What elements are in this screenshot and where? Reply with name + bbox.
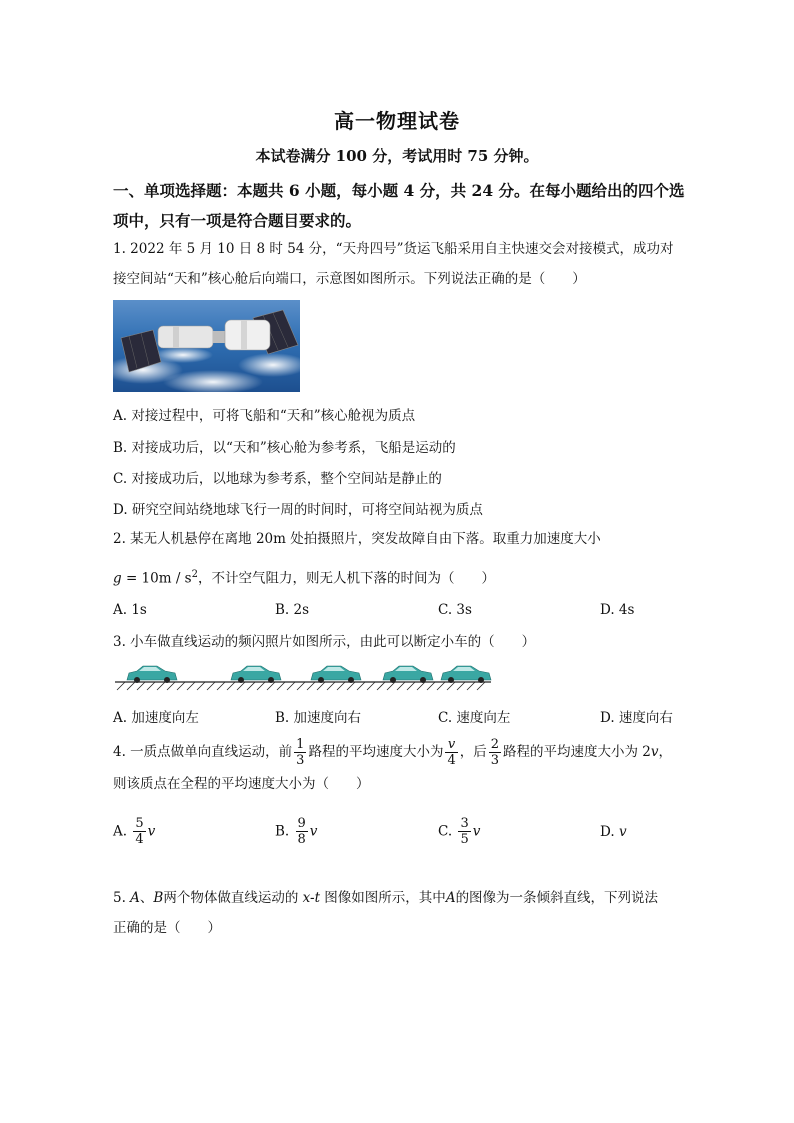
question-3 (113, 627, 693, 657)
velocity-symbol: v (618, 824, 627, 840)
question-5-line2: 正确的是（ ） (113, 920, 221, 936)
object-a-label: A (130, 890, 140, 906)
question-4-text-5: ， (658, 744, 673, 760)
car-strobe-figure (113, 660, 493, 692)
option-fraction (133, 816, 145, 847)
fraction-numerator: 5 (135, 816, 144, 831)
gravity-value: = 10m / s (121, 570, 192, 587)
question-3-option-a: A. 加速度向左 (113, 710, 199, 726)
question-3-line1: 3. 小车做直线运动的频闪照片如图所示，由此可以断定小车的（ ） (113, 634, 536, 650)
gravity-exponent: 2 (191, 569, 198, 580)
fraction-denominator: 8 (297, 832, 306, 847)
question-5-text-1: 5. (113, 890, 131, 906)
ground-hatching (117, 682, 485, 690)
question-1 (113, 234, 693, 294)
question-5-text-4: 图像如图所示，其中 (320, 890, 446, 906)
question-2 (113, 524, 693, 594)
fraction-numerator: v (445, 737, 457, 753)
option-fraction (458, 816, 470, 847)
question-4-text-1: 4. 一质点做单向直线运动，前 (113, 744, 293, 760)
xt-graph-label: x-t (302, 890, 321, 906)
question-4-text-4: 路程的平均速度大小为 2 (503, 744, 651, 760)
question-5-text-3: 两个物体做直线运动的 (163, 890, 303, 906)
question-3-option-c: C. 速度向左 (438, 710, 511, 726)
fraction-v-over-4 (445, 737, 457, 768)
velocity-symbol: v (650, 744, 659, 760)
question-2-option-c: C. 3s (438, 602, 472, 618)
question-4-option-c (438, 816, 480, 847)
object-a-label: A (445, 890, 456, 906)
question-1-line2: 接空间站“天和”核心舱后向端口，示意图如图所示。下列说法正确的是（ ） (113, 271, 586, 287)
option-label: B. (275, 823, 290, 840)
car-5 (441, 666, 491, 683)
question-4-text-3: ，后 (459, 744, 487, 760)
exam-subtitle: 本试卷满分 100 分，考试用时 75 分钟。 (255, 147, 539, 165)
page-title: 高一物理试卷 (334, 109, 460, 133)
option-fraction (296, 816, 308, 847)
question-4-text-2: 路程的平均速度大小为 (308, 744, 444, 760)
question-2-options (113, 602, 693, 628)
question-1-line1: 1. 2022 年 5 月 10 日 8 时 54 分，“天舟四号”货运飞船采用自主快速交会对接模式，成功对 (113, 241, 674, 257)
question-3-option-d: D. 速度向右 (600, 710, 673, 726)
question-1-option-c: C. 对接成功后，以地球为参考系，整个空间站是静止的 (113, 471, 442, 487)
section-heading-line2: 项中，只有一项是符合题目要求的。 (113, 211, 362, 230)
car-1 (127, 666, 177, 683)
section-heading-line1: 一、单项选择题：本题共 6 小题，每小题 4 分，共 24 分。在每小题给出的四个选 (113, 181, 685, 200)
question-4-option-b (275, 816, 317, 847)
question-2-option-d: D. 4s (600, 602, 635, 618)
option-label: C. (438, 823, 453, 840)
fraction-two-thirds (489, 737, 501, 768)
fraction-denominator: 5 (460, 832, 469, 847)
fraction-denominator: 4 (447, 753, 456, 768)
object-b-label: B (153, 890, 164, 906)
question-3-options (113, 706, 693, 732)
fraction-denominator: 3 (490, 753, 500, 768)
question-4-option-a (113, 816, 155, 847)
question-1-option-a: A. 对接过程中，可将飞船和“天和”核心舱视为质点 (113, 408, 416, 424)
question-1-option-d: D. 研究空间站绕地球飞行一周的时间时，可将空间站视为质点 (113, 502, 483, 518)
question-4 (113, 734, 693, 798)
question-2-option-b: B. 2s (275, 602, 310, 618)
car-2 (231, 666, 281, 683)
question-5-line1 (113, 883, 693, 913)
question-4-line2: 则该质点在全程的平均速度大小为（ ） (113, 776, 370, 792)
fraction-denominator: 3 (296, 753, 305, 768)
question-2-line2-text: ，不计空气阻力，则无人机下落的时间为（ ） (197, 570, 495, 587)
question-4-option-d (600, 824, 627, 840)
fraction-numerator: 1 (296, 737, 305, 752)
question-2-option-a: A. 1s (113, 602, 147, 618)
velocity-symbol: v (309, 823, 318, 840)
question-2-line1: 2. 某无人机悬停在离地 20m 处拍摄照片，突发故障自由下落。取重力加速度大小 (113, 531, 601, 547)
velocity-symbol: v (472, 823, 481, 840)
option-label: A. (113, 823, 128, 840)
question-3-option-b: B. 加速度向右 (275, 710, 362, 726)
fraction-numerator: 9 (297, 816, 306, 831)
question-4-options (113, 814, 693, 854)
question-5-text-2: 、 (139, 890, 154, 906)
question-2-line2 (113, 560, 693, 594)
car-3 (311, 666, 361, 683)
question-5-text-5: 的图像为一条倾斜直线，下列说法 (455, 890, 659, 906)
velocity-symbol: v (147, 823, 156, 840)
question-4-line1 (113, 734, 693, 770)
fraction-numerator: 3 (460, 816, 469, 831)
fraction-denominator: 4 (135, 832, 144, 847)
fraction-numerator: 2 (490, 737, 500, 752)
section-heading (113, 176, 693, 236)
option-label: D. (600, 824, 619, 840)
space-station-photo (113, 300, 300, 392)
question-1-option-b: B. 对接成功后，以“天和”核心舱为参考系，飞船是运动的 (113, 440, 456, 456)
gravity-symbol: g (113, 570, 122, 587)
fraction-one-third (294, 737, 306, 768)
question-5 (113, 883, 693, 943)
car-4 (383, 666, 433, 683)
